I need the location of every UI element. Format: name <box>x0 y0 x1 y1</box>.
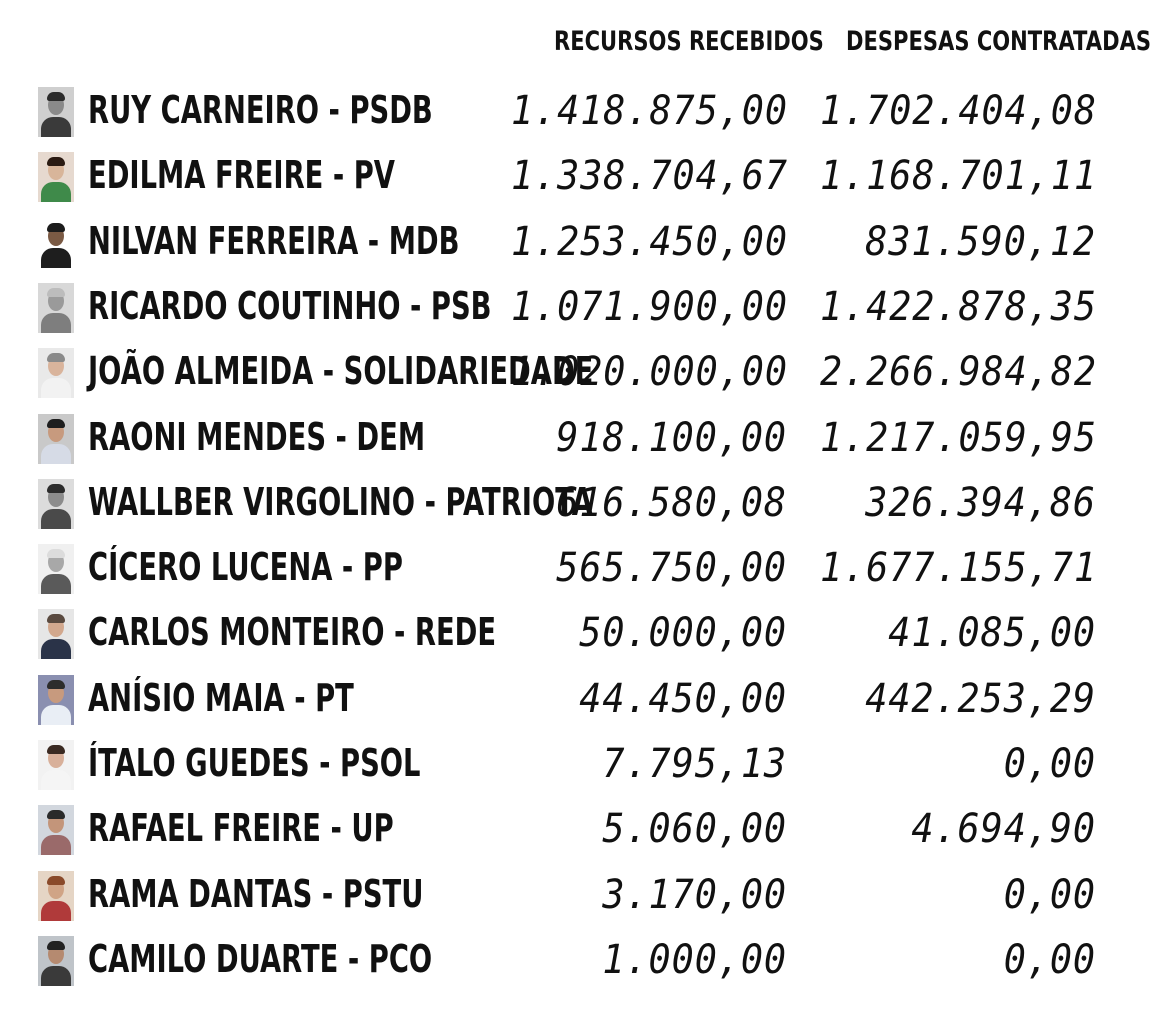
recursos-recebidos-value: 5.060,00 <box>602 806 787 853</box>
recursos-recebidos-value: 50.000,00 <box>579 610 787 657</box>
candidate-name: ÍTALO GUEDES - PSOL <box>88 741 421 785</box>
despesas-contratadas-value: 41.085,00 <box>888 610 1096 657</box>
candidate-photo <box>38 348 74 398</box>
photo-hair <box>47 549 65 558</box>
despesas-contratadas-value: 1.702.404,08 <box>820 88 1097 134</box>
photo-torso <box>41 117 71 137</box>
candidate-row <box>0 145 1166 210</box>
recursos-recebidos-value: 1.071.900,00 <box>511 283 788 330</box>
photo-torso <box>41 835 71 855</box>
photo-torso <box>41 901 71 921</box>
recursos-recebidos-value: 1.000,00 <box>602 936 787 983</box>
header-recursos-recebidos: RECURSOS RECEBIDOS <box>554 26 824 57</box>
photo-hair <box>47 484 65 493</box>
photo-hair <box>47 353 65 362</box>
photo-hair <box>47 876 65 885</box>
header-despesas-contratadas: DESPESAS CONTRATADAS <box>846 26 1152 57</box>
photo-torso <box>41 444 71 464</box>
candidate-row <box>0 602 1166 667</box>
photo-hair <box>47 745 65 754</box>
candidate-row <box>0 276 1166 341</box>
candidate-name: CAMILO DUARTE - PCO <box>88 936 433 981</box>
despesas-contratadas-value: 4.694,90 <box>911 806 1096 853</box>
despesas-contratadas-value: 442.253,29 <box>865 675 1096 722</box>
candidate-photo <box>38 609 74 659</box>
candidate-photo <box>38 675 74 725</box>
despesas-contratadas-value: 1.217.059,95 <box>820 414 1097 461</box>
candidate-photo <box>38 283 74 333</box>
candidate-photo <box>38 805 74 855</box>
candidate-row <box>0 537 1166 602</box>
despesas-contratadas-value: 1.168.701,11 <box>820 153 1097 200</box>
despesas-contratadas-value: 1.677.155,71 <box>820 545 1097 592</box>
candidate-row <box>0 407 1166 472</box>
candidate-photo <box>38 544 74 594</box>
candidate-row <box>0 80 1166 145</box>
candidate-name: JOÃO ALMEIDA - SOLIDARIEDADE <box>88 349 594 394</box>
photo-torso <box>41 770 71 790</box>
photo-hair <box>47 810 65 819</box>
candidate-photo <box>38 87 74 137</box>
candidate-row <box>0 929 1166 994</box>
despesas-contratadas-value: 0,00 <box>1003 936 1096 983</box>
candidate-name: WALLBER VIRGOLINO - PATRIOTA <box>88 479 593 524</box>
photo-hair <box>47 157 65 166</box>
candidate-row <box>0 668 1166 733</box>
recursos-recebidos-value: 565.750,00 <box>556 545 787 592</box>
recursos-recebidos-value: 3.170,00 <box>602 871 787 918</box>
recursos-recebidos-value: 7.795,13 <box>602 741 787 787</box>
photo-hair <box>47 419 65 428</box>
candidate-row <box>0 341 1166 406</box>
photo-torso <box>41 639 71 659</box>
photo-torso <box>41 182 71 202</box>
candidate-name: CARLOS MONTEIRO - REDE <box>88 610 497 655</box>
photo-torso <box>41 313 71 333</box>
photo-torso <box>41 966 71 986</box>
recursos-recebidos-value: 1.253.450,00 <box>511 218 788 265</box>
photo-hair <box>47 941 65 950</box>
photo-torso <box>41 574 71 594</box>
despesas-contratadas-value: 326.394,86 <box>865 479 1096 526</box>
candidate-name: RAONI MENDES - DEM <box>88 414 426 459</box>
candidate-name: RAMA DANTAS - PSTU <box>88 871 424 916</box>
candidate-row <box>0 472 1166 537</box>
recursos-recebidos-value: 1.418.875,00 <box>511 88 788 134</box>
candidate-row <box>0 864 1166 929</box>
candidate-photo <box>38 479 74 529</box>
photo-torso <box>41 509 71 529</box>
candidate-name: RICARDO COUTINHO - PSB <box>88 283 492 328</box>
recursos-recebidos-value: 1.338.704,67 <box>511 153 788 200</box>
despesas-contratadas-value: 0,00 <box>1003 871 1096 918</box>
candidate-name: EDILMA FREIRE - PV <box>88 153 395 198</box>
photo-torso <box>41 378 71 398</box>
candidate-name: RAFAEL FREIRE - UP <box>88 806 394 851</box>
candidate-row <box>0 211 1166 276</box>
photo-hair <box>47 680 65 689</box>
photo-torso <box>41 705 71 725</box>
candidate-name: CÍCERO LUCENA - PP <box>88 545 403 590</box>
photo-hair <box>47 614 65 623</box>
recursos-recebidos-value: 44.450,00 <box>579 675 787 722</box>
candidate-name: RUY CARNEIRO - PSDB <box>88 88 433 132</box>
candidate-photo <box>38 152 74 202</box>
candidate-row <box>0 733 1166 798</box>
candidate-photo <box>38 871 74 921</box>
recursos-recebidos-value: 616.580,08 <box>556 479 787 526</box>
candidate-name: NILVAN FERREIRA - MDB <box>88 218 460 263</box>
photo-hair <box>47 288 65 297</box>
candidate-photo <box>38 936 74 986</box>
despesas-contratadas-value: 0,00 <box>1003 741 1096 787</box>
despesas-contratadas-value: 2.266.984,82 <box>820 349 1097 396</box>
candidate-name: ANÍSIO MAIA - PT <box>88 675 354 720</box>
photo-hair <box>47 92 65 101</box>
recursos-recebidos-value: 1.020.000,00 <box>511 349 788 396</box>
photo-hair <box>47 223 65 232</box>
photo-torso <box>41 248 71 268</box>
candidate-photo <box>38 740 74 790</box>
despesas-contratadas-value: 831.590,12 <box>865 218 1096 265</box>
candidate-photo <box>38 414 74 464</box>
candidate-photo <box>38 218 74 268</box>
candidate-row <box>0 798 1166 863</box>
recursos-recebidos-value: 918.100,00 <box>556 414 787 461</box>
despesas-contratadas-value: 1.422.878,35 <box>820 283 1097 330</box>
